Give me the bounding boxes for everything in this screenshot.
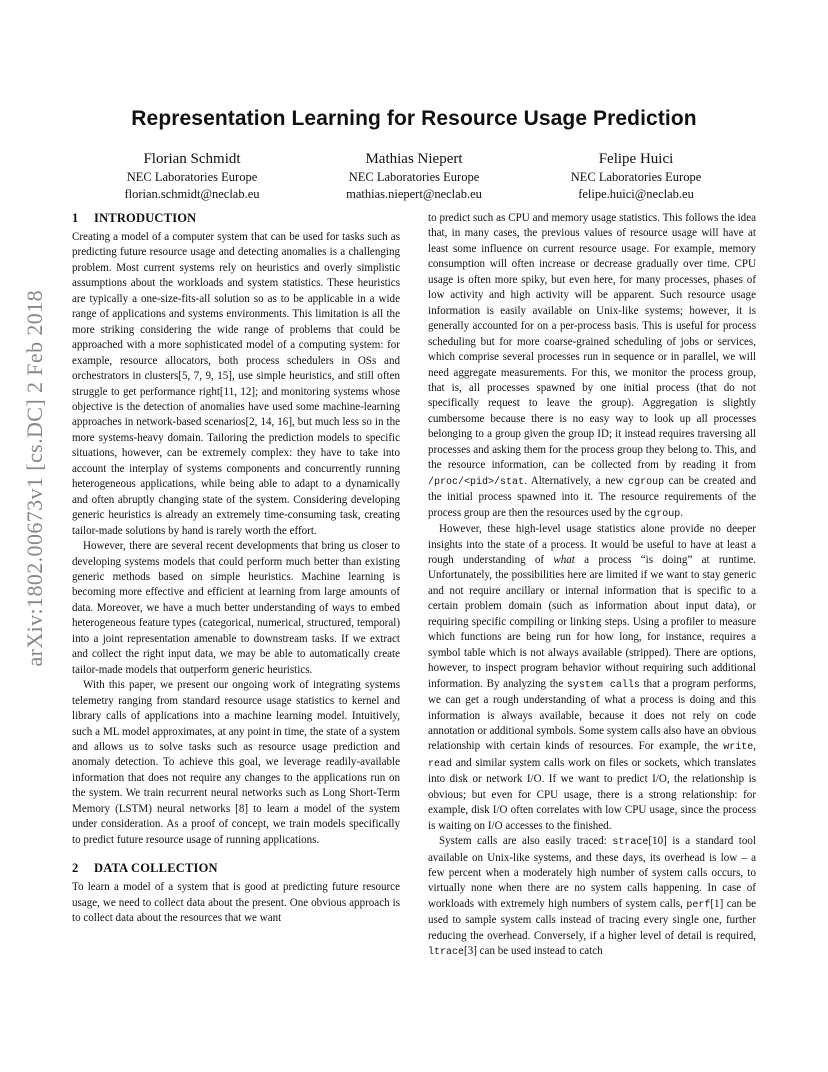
section-number: 1 xyxy=(72,211,79,225)
code-proc-stat: /proc/<pid>/stat xyxy=(428,476,525,488)
author-email: mathias.niepert@neclab.eu xyxy=(346,187,482,201)
author-affiliation: NEC Laboratories Europe xyxy=(570,170,702,184)
text-run: , xyxy=(753,740,756,753)
data-paragraph-1: To learn a model of a system that is good at predicting future resource usage, we need to collect data about the present. One obvious approach is to collect data about the resources that we want xyxy=(72,881,400,925)
text-run: can be created and the initial process spawned into it. The resource requirements of the process group are then the resources used by the xyxy=(428,474,756,519)
author-affiliation: NEC Laboratories Europe xyxy=(126,170,258,184)
author-1 xyxy=(72,149,312,203)
author-name: Mathias Niepert xyxy=(365,151,463,167)
code-read: read xyxy=(428,758,453,770)
right-column xyxy=(428,211,756,961)
text-run: [10] is a standard tool available on Unix-like systems, and these days, its overhead is low – a few percent when a moderately high number of system calls occurs, to virtually none when there are no system calls happening. In case of workloads with extremely high numbers of system calls, xyxy=(428,835,756,910)
text-run: . Alternatively, a new xyxy=(524,474,629,487)
text-run: to predict such as CPU and memory usage statistics. This follows the idea that, in many cases, the previous values of resource usage will have at least some influence on current resource usage. For example, memory consumption will often increase or decrease gradually over time. CPU usage is often more spiky, but even here, for many processes, phases of low activity and high activity will be apparent. Such resource usage information is easily available on Unix-like systems; however, it is generally accounted for on a per-process basis. This is useful for process scheduling but for more coarse-grained scheduling of jobs or services, which comprise several processes run in sequence or in parallel, we will need aggregate measurements. For this, we monitor the process group, that is, all processes spawned by one initial process (that do not specifically request to leave the group). Aggregation is slightly cumbersome because there is no easy way to look up all processes belonging to a group given the group ID; it instead requires traversing all processes and asking them for the process group they belong to. This, and the resource information, can be collected from by reading it from xyxy=(428,212,756,472)
intro-paragraph-3: With this paper, we present our ongoing work of integrating systems telemetry ranging from standard resource usage statistics to kernel and library calls of applications into a machine learning model. Intuitively, such a ML model approximates, at any point in time, the state of a system and allows us to solve tasks such as resource usage prediction and anomaly detection. To achieve this goal, we leverage readily-available information that does not require any changes to the applications run on the system. We train recurrent neural networks such as Long Short-Term Memory (LSTM) neural networks [8] to learn a model of the system under consideration. As a proof of concept, we train models specifically to predict future resource usage of running applications. xyxy=(72,679,400,846)
code-write: write xyxy=(723,742,754,754)
text-run: that a program performs, we can get a rough understanding of what a process is doing and this information is always available, because it does not rely on code annotation or additional symbols. Some system calls also have an obvious relationship with certain kinds of resources. For example, the xyxy=(428,677,757,753)
data-paragraph-2 xyxy=(428,522,756,834)
code-strace: strace xyxy=(612,837,649,849)
code-ltrace: ltrace xyxy=(428,947,465,959)
text-run: [1] can be used to sample system calls instead of tracing every single one, further reducing the overhead. Conversely, if a higher level of detail is required, xyxy=(428,897,756,942)
arxiv-identifier: arXiv:1802.00673v1 [cs.DC] 2 Feb 2018 xyxy=(22,290,47,667)
text-run: a process “is doing” at runtime. Unfortunately, the possibilities here are limited if we want to stay generic and not require ancillary or internal information that is specific to a certain problem domain (such as information about input data), or requiring specific compiling or linking steps. Using a profiler to measure which functions are being run for how long, for instance, requires a symbol table which is not always available (stripped). There are options, however, to inspect program behavior without requiring such additional information. By analyzing the xyxy=(428,553,756,690)
text-run: However, these high-level usage statistics alone provide no deeper insights into the state of a process. It would be useful to have at least a rough understanding of xyxy=(428,523,756,566)
code-perf: perf xyxy=(686,899,711,911)
section-number: 2 xyxy=(72,861,79,876)
author-email: florian.schmidt@neclab.eu xyxy=(124,187,260,201)
code-system-calls: system calls xyxy=(566,679,640,691)
section-heading-data-collection xyxy=(72,860,400,877)
text-run: and similar system calls work on files or sockets, which translates into disk or network I/O. If we want to predict I/O, the relationship is obvious; but even for CPU usage, there is a strong relationship: for example, disk I/O often correlates with low CPU usage, since the process is waiting on I/O accesses to the finished. xyxy=(428,756,756,832)
author-email: felipe.huici@neclab.eu xyxy=(578,187,694,201)
emphasis-what: what xyxy=(553,553,575,566)
data-paragraph-3 xyxy=(428,834,756,961)
section-title: DATA COLLECTION xyxy=(94,861,218,876)
author-2 xyxy=(294,149,534,203)
code-cgroup: cgroup xyxy=(644,508,681,520)
text-run: . xyxy=(680,506,684,519)
author-name: Felipe Huici xyxy=(598,151,674,167)
section-title: INTRODUCTION xyxy=(94,211,197,225)
author-affiliation: NEC Laboratories Europe xyxy=(348,170,480,184)
paper-title: Representation Learning for Resource Usage Prediction xyxy=(131,107,697,130)
text-run: [3] can be used instead to catch xyxy=(464,945,603,958)
intro-paragraph-2: However, there are several recent developments that bring us closer to developing systems models that could perform much better than existing generic methods based on simple heuristics. Machine learning is becoming more effective and efficient at learning from large amounts of data. Moreover, we have a much better understanding of ways to embed heterogeneous feature types (categorical, numerical, structured, temporal) into a joint representation amenable to downstream tasks. If we extract and collect the right input data, we may be able to automatically create tailor-made models that outperform generic heuristics. xyxy=(72,540,400,676)
text-run: System calls are also easily traced: xyxy=(439,835,613,848)
author-name: Florian Schmidt xyxy=(143,151,241,167)
data-paragraph-1-continued xyxy=(428,211,756,522)
intro-paragraph-1: Creating a model of a computer system that can be used for tasks such as predicting future resource usage and detecting anomalies is a challenging problem. Most current systems rely on heuristics and overly simplistic assumptions about the workloads and system statistics. These heuristics are typically a one-size-fits-all solution so as to be applicable in a wide range of applications and systems environments. This limitation is all the more striking considering the wide range of problems that could be approached with a more sophisticated model of a computing system: for example, resource allocators, both process schedulers in OSs and orchestrators in clusters[5, 7, 9, 15], use simple heuristics, and still often struggle to get performance right[11, 12]; and monitoring systems whose objective is the detection of anomalies have used some machine-learning approaches in network-based scenarios[2, 14, 16], but much less so in the more systems-heavy domain. Tailoring the prediction models to specific situations, however, can be extremely complex: they have to take into account the interplay of systems components and concurrently running heterogeneous applications, while being able to adapt to a dynamically and often abruptly changing state of the system. Considering developing generic heuristics is already an extremely time-consuming task, creating tailor-made solutions by hand is rarely worth the effort. xyxy=(72,231,400,537)
author-3 xyxy=(516,149,756,203)
left-column xyxy=(72,210,400,926)
section-heading-introduction xyxy=(72,210,400,227)
code-cgroup: cgroup xyxy=(628,476,665,488)
